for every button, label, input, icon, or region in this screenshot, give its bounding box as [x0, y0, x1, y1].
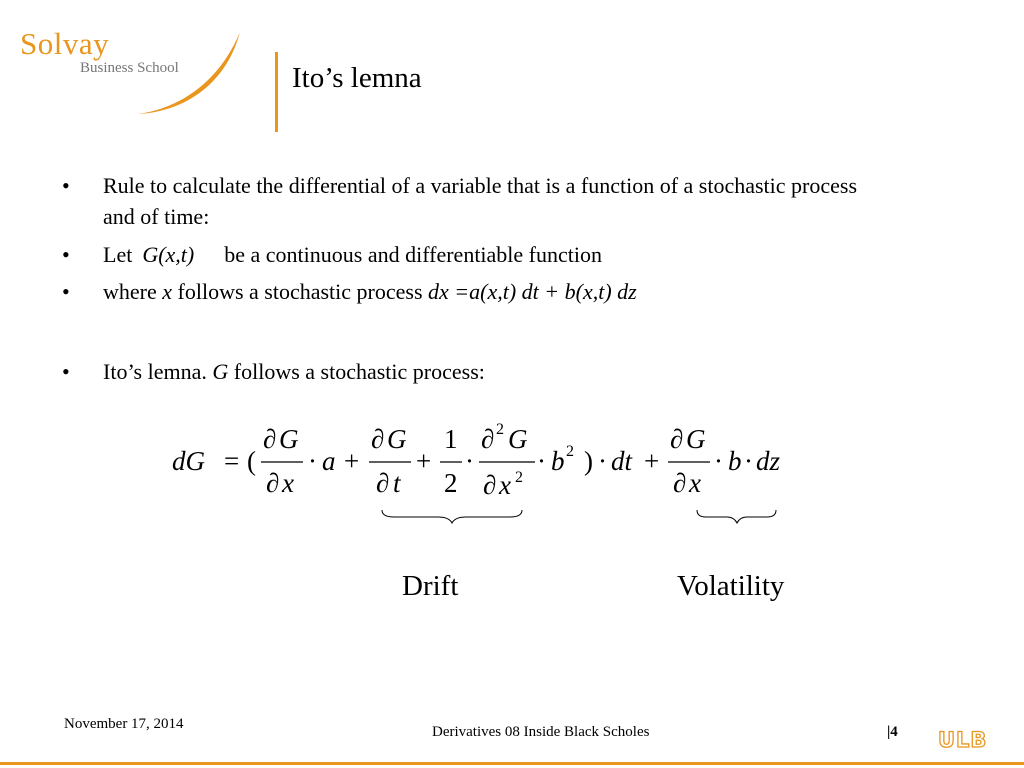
eq-partial: ∂	[481, 424, 495, 454]
bullet-text: follows a stochastic process	[177, 279, 423, 304]
eq-x: x	[499, 470, 511, 500]
eq-plus: +	[416, 446, 432, 476]
eq-exponent: 2	[566, 443, 574, 460]
bullet-item	[62, 170, 882, 232]
eq-one: 1	[444, 424, 458, 454]
bullet-item	[62, 239, 882, 270]
title-divider	[275, 52, 278, 132]
logo-name: Solvay	[20, 26, 110, 61]
process-equation: dx =a(x,t) dt + b(x,t) dz	[428, 279, 637, 304]
footer-course: Derivatives 08 Inside Black Scholes	[432, 724, 650, 740]
ito-equation	[160, 410, 820, 530]
eq-plus: +	[644, 446, 660, 476]
bullet-text: Rule to calculate the differential of a variable that is a function of a stochastic process and of time:	[103, 173, 858, 229]
eq-plus: +	[344, 446, 360, 476]
eq-dot: ·	[465, 446, 474, 476]
variable-symbol: x	[162, 279, 173, 304]
eq-exponent: 2	[496, 421, 504, 438]
logo-subtitle: Business School	[80, 60, 179, 76]
page-number: |4	[887, 724, 898, 740]
volatility-brace	[697, 510, 776, 523]
eq-dot: ·	[308, 446, 317, 476]
eq-a: a	[322, 446, 336, 476]
eq-x: x	[689, 468, 701, 498]
eq-exponent: 2	[515, 469, 523, 486]
slide-title: Ito’s lemna	[292, 62, 422, 94]
eq-open-paren: (	[247, 446, 256, 476]
eq-dot: ·	[714, 446, 723, 476]
eq-partial: ∂	[376, 468, 390, 498]
eq-b: b	[728, 446, 742, 476]
function-symbol: G(x,t)	[142, 242, 195, 267]
volatility-label: Volatility	[677, 570, 785, 602]
eq-partial: ∂	[371, 424, 385, 454]
bullet-text: follows a stochastic process:	[233, 359, 485, 384]
eq-partial: ∂	[483, 470, 497, 500]
eq-dot: ·	[598, 446, 607, 476]
eq-t: t	[393, 468, 401, 498]
eq-dot: ·	[537, 446, 546, 476]
ulb-logo: ULB	[938, 728, 988, 752]
drift-brace	[382, 510, 522, 523]
eq-dot: ·	[744, 446, 753, 476]
eq-lhs: dG	[172, 446, 205, 476]
eq-G: G	[508, 424, 528, 454]
eq-G: G	[686, 424, 706, 454]
eq-G: G	[279, 424, 299, 454]
bullet-icon: •	[62, 279, 70, 304]
bullet-text: Let	[103, 242, 133, 267]
bullet-icon: •	[62, 173, 70, 198]
eq-close-paren: )	[584, 446, 593, 476]
bullet-list	[62, 170, 882, 387]
drift-label: Drift	[402, 570, 459, 602]
eq-G: G	[387, 424, 407, 454]
eq-partial: ∂	[670, 424, 684, 454]
eq-partial: ∂	[263, 424, 277, 454]
bullet-item	[62, 276, 882, 307]
eq-dt: dt	[611, 446, 633, 476]
bullet-icon: •	[62, 242, 70, 267]
variable-symbol: G	[212, 359, 229, 384]
eq-b: b	[551, 446, 565, 476]
footer-date: November 17, 2014	[64, 716, 184, 732]
bullet-text: Ito’s lemna.	[103, 359, 207, 384]
eq-two: 2	[444, 468, 458, 498]
bullet-text: be a continuous and differentiable function	[224, 242, 602, 267]
eq-equals: =	[224, 446, 240, 476]
eq-x: x	[282, 468, 294, 498]
eq-dz: dz	[756, 446, 781, 476]
footer-rule	[0, 762, 1024, 765]
bullet-text: where	[103, 279, 157, 304]
bullet-item	[62, 356, 882, 387]
eq-partial: ∂	[673, 468, 687, 498]
bullet-icon: •	[62, 359, 70, 384]
eq-partial: ∂	[266, 468, 280, 498]
